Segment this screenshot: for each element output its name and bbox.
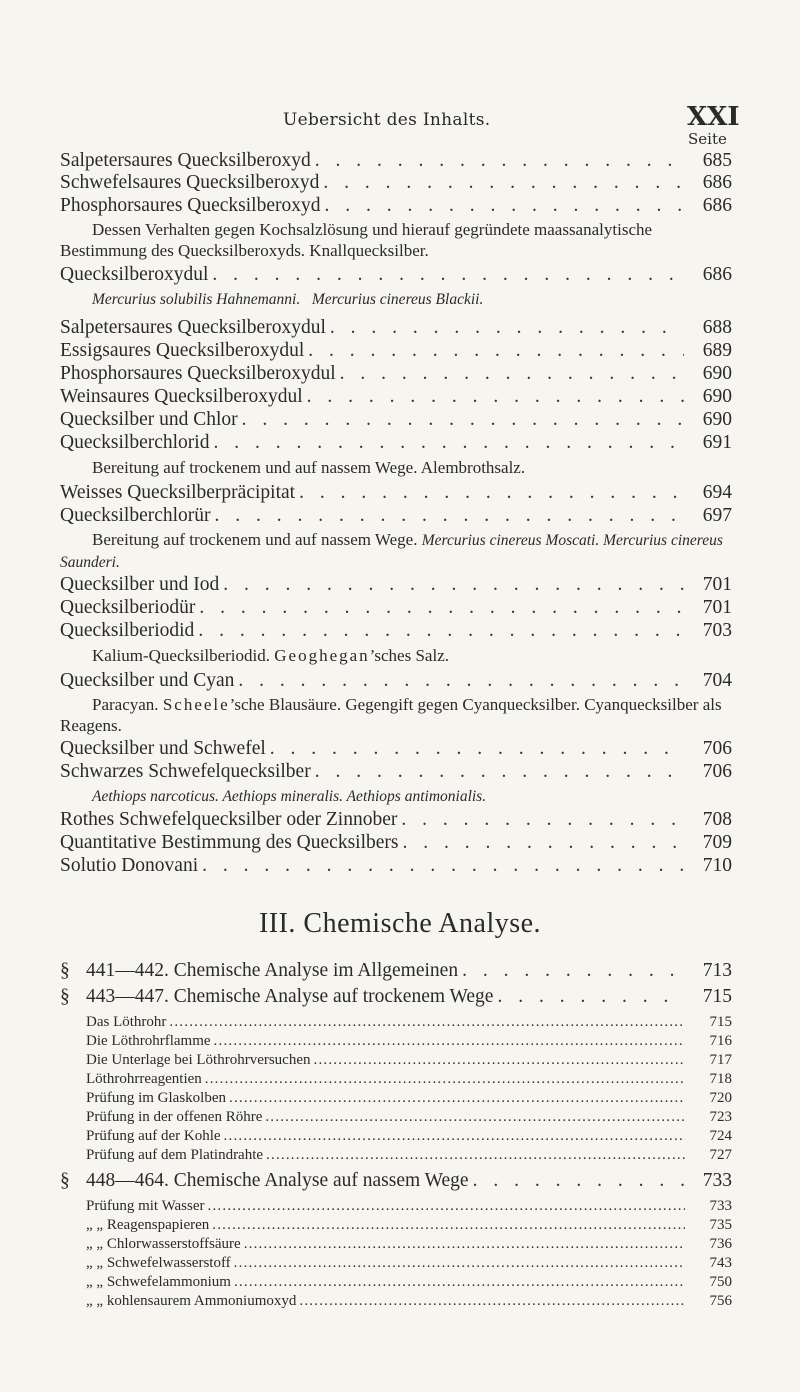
entry-page: 704: [702, 670, 732, 691]
entry-title: Prüfung in der offenen Röhre: [86, 1109, 263, 1125]
leader-dots: [330, 317, 684, 339]
leader-dots: [242, 409, 684, 431]
leader-dots: [223, 574, 684, 596]
toc-entry: [60, 597, 732, 619]
entry-title: Prüfung auf dem Platindrahte: [86, 1147, 264, 1163]
leader-dots: [308, 340, 684, 362]
leader-dots: [299, 1293, 685, 1310]
entry-page: 690: [702, 386, 732, 407]
toc-entry: [60, 150, 732, 172]
leader-dots: [224, 1128, 685, 1145]
leader-dots: [213, 432, 684, 454]
entry-title: 448—464. Chemische Analyse auf nassem Wege: [86, 1170, 469, 1191]
entry-title: Quecksilber und Iod: [60, 574, 220, 595]
entry-page: 713: [702, 960, 732, 981]
entry-title: Quecksilberoxydul: [60, 264, 209, 285]
note-part: Kalium-Quecksilberiodid.: [92, 646, 270, 665]
section-symbol: §: [60, 1170, 70, 1191]
entry-title: 443—447. Chemische Analyse auf trockenem Wege: [86, 986, 494, 1007]
toc-subentry: [86, 1128, 732, 1145]
section-heading: III. Chemische Analyse.: [258, 908, 542, 939]
entry-note: [60, 645, 732, 666]
entry-title: 441—442. Chemische Analyse im Allgemeinen: [86, 960, 459, 981]
page-header: [0, 100, 800, 140]
entry-title: Phosphorsaures Quecksilberoxyd: [60, 195, 321, 216]
note-part: Mercurius solubilis Hahnemanni.: [92, 291, 301, 308]
entry-page: 686: [702, 264, 732, 285]
note-part: ’sche Blausäure. Gegengift gegen Cyanquecksilber. Cyanquecksilber als Reagens.: [60, 695, 722, 735]
entry-page: 750: [709, 1274, 732, 1290]
note-part: Bereitung auf trockenem und auf nassem Wege.: [92, 530, 418, 549]
entry-page: 701: [702, 597, 732, 618]
note-part: Mercurius cinereus Moscati. Mercurius cinereus Saunderi.: [60, 532, 723, 571]
entry-note: [92, 289, 764, 310]
entry-note: Dessen Verhalten gegen Kochsalzlösung und hierauf gegründete maassanalytische Bestimmung des Quecksilberoxyds. Knallquecksilber.: [60, 220, 653, 260]
toc-subentry: [86, 1217, 732, 1234]
entry-note: Aethiops narcoticus. Aethiops mineralis. Aethiops antimonialis.: [92, 788, 487, 805]
leader-dots: [208, 1198, 685, 1215]
entry-title: Quecksilberiodür: [60, 597, 196, 618]
seite-label: Seite: [688, 130, 727, 148]
entry-page: 735: [709, 1217, 732, 1233]
leader-dots: [307, 386, 684, 408]
toc-subentry: [86, 1274, 732, 1291]
leader-dots: [401, 809, 684, 831]
toc-entry: [60, 195, 732, 217]
leader-dots: [266, 1147, 685, 1164]
entry-note: Bereitung auf trockenem und auf nassem Wege. Alembrothsalz.: [92, 458, 526, 477]
entry-title: Die Löthrohrflamme: [86, 1033, 211, 1049]
entry-title: Prüfung mit Wasser: [86, 1198, 205, 1214]
toc-entry: [60, 505, 732, 527]
toc-entry: [60, 340, 732, 362]
leader-dots: [315, 150, 684, 172]
entry-page: 697: [702, 505, 732, 526]
toc-subentry: [86, 1071, 732, 1088]
toc-subentry: [86, 1255, 732, 1272]
entry-title: Quantitative Bestimmung des Quecksilbers: [60, 832, 399, 853]
leader-dots: [234, 1255, 685, 1272]
toc-paragraph-entry: [60, 1170, 732, 1192]
entry-page: 723: [709, 1109, 732, 1125]
entry-title: „ „ Reagenspapieren: [86, 1217, 210, 1233]
entry-title: Essigsaures Quecksilberoxydul: [60, 340, 305, 361]
leader-dots: [212, 264, 684, 286]
entry-page: 717: [709, 1052, 732, 1068]
entry-page: 688: [702, 317, 732, 338]
toc-entry: [60, 409, 732, 431]
toc-entry: [60, 620, 732, 642]
leader-dots: [214, 1033, 685, 1050]
leader-dots: [169, 1014, 685, 1031]
entry-title: Quecksilberiodid: [60, 620, 195, 641]
leader-dots: [314, 1052, 686, 1069]
entry-title: „ „ Schwefelwasserstoff: [86, 1255, 231, 1271]
entry-page: 718: [709, 1071, 732, 1087]
entry-page: 736: [709, 1236, 732, 1252]
leader-dots: [265, 1109, 685, 1126]
entry-page: 691: [702, 432, 732, 453]
entry-page: 689: [702, 340, 732, 361]
toc-entry: [60, 670, 732, 692]
leader-dots: [340, 363, 684, 385]
entry-title: Löthrohrreagentien: [86, 1071, 202, 1087]
toc-entry: [60, 172, 732, 194]
person-name: Scheele: [162, 695, 230, 714]
entry-page: 733: [702, 1170, 732, 1191]
toc-subentry: [86, 1198, 732, 1215]
entry-title: Quecksilberchlorür: [60, 505, 211, 526]
toc-subentry: [86, 1014, 732, 1031]
entry-page: 709: [702, 832, 732, 853]
toc-entry: [60, 264, 732, 286]
toc-entry: [60, 317, 732, 339]
entry-title: Rothes Schwefelquecksilber oder Zinnober: [60, 809, 398, 830]
toc-entry: [60, 432, 732, 454]
entry-page: 690: [702, 409, 732, 430]
leader-dots: [199, 597, 684, 619]
toc-subentry: [86, 1147, 732, 1164]
leader-dots: [212, 1217, 685, 1234]
leader-dots: [462, 960, 684, 982]
entry-title: Prüfung im Glaskolben: [86, 1090, 226, 1106]
leader-dots: [299, 482, 684, 504]
toc-subentry: [86, 1052, 732, 1069]
toc-subentry: [86, 1236, 732, 1253]
toc-entry: [60, 832, 732, 854]
entry-page: 685: [702, 150, 732, 171]
entry-page: 686: [702, 172, 732, 193]
entry-title: „ „ kohlensaurem Ammoniumoxyd: [86, 1293, 297, 1309]
leader-dots: [473, 1170, 684, 1192]
entry-title: Weisses Quecksilberpräcipitat: [60, 482, 296, 503]
entry-title: Quecksilber und Chlor: [60, 409, 238, 430]
entry-title: Weinsaures Quecksilberoxydul: [60, 386, 303, 407]
entry-page: 727: [709, 1147, 732, 1163]
entry-page: 706: [702, 738, 732, 759]
entry-title: Die Unterlage bei Löthrohrversuchen: [86, 1052, 311, 1068]
toc-entry: [60, 738, 732, 760]
entry-page: 756: [709, 1293, 732, 1309]
running-title: Uebersicht des Inhalts.: [283, 110, 491, 130]
note-part: Mercurius cinereus Blackii.: [311, 291, 484, 308]
entry-title: Das Löthrohr: [86, 1014, 167, 1030]
leader-dots: [202, 855, 684, 877]
entry-title: Solutio Donovani: [60, 855, 199, 876]
entry-title: Quecksilber und Schwefel: [60, 738, 266, 759]
leader-dots: [323, 172, 684, 194]
entry-page: 690: [702, 363, 732, 384]
entry-title: Prüfung auf der Kohle: [86, 1128, 221, 1144]
entry-page: 706: [702, 761, 732, 782]
leader-dots: [270, 738, 684, 760]
toc-subentry: [86, 1109, 732, 1126]
entry-page: 724: [709, 1128, 732, 1144]
toc-entry: [60, 855, 732, 877]
entry-page: 701: [702, 574, 732, 595]
entry-page: 743: [709, 1255, 732, 1271]
leader-dots: [234, 1274, 685, 1291]
entry-title: Salpetersaures Quecksilberoxydul: [60, 317, 326, 338]
toc-entry: [60, 761, 732, 783]
entry-title: „ „ Chlorwasserstoffsäure: [86, 1236, 241, 1252]
leader-dots: [205, 1071, 685, 1088]
toc-entry: [60, 482, 732, 504]
entry-page: 686: [702, 195, 732, 216]
note-part: ’sches Salz.: [369, 646, 449, 665]
section-symbol: §: [60, 960, 70, 981]
entry-page: 703: [702, 620, 732, 641]
entry-note: [60, 694, 732, 736]
entry-title: Phosphorsaures Quecksilberoxydul: [60, 363, 336, 384]
section-symbol: §: [60, 986, 70, 1007]
leader-dots: [402, 832, 684, 854]
toc-entry: [60, 809, 732, 831]
leader-dots: [238, 670, 684, 692]
page-number: XXI: [687, 102, 740, 132]
leader-dots: [315, 761, 684, 783]
toc-subentry: [86, 1293, 732, 1310]
toc-entry: [60, 363, 732, 385]
entry-title: Schwarzes Schwefelquecksilber: [60, 761, 311, 782]
toc-entry: [60, 386, 732, 408]
toc-subentry: [86, 1033, 732, 1050]
toc-subentry: [86, 1090, 732, 1107]
entry-page: 710: [702, 855, 732, 876]
leader-dots: [198, 620, 684, 642]
entry-page: 733: [709, 1198, 732, 1214]
toc-paragraph-entry: [60, 986, 732, 1008]
leader-dots: [244, 1236, 685, 1253]
toc-paragraph-entry: [60, 960, 732, 982]
leader-dots: [229, 1090, 685, 1107]
leader-dots: [215, 505, 684, 527]
entry-title: Quecksilberchlorid: [60, 432, 210, 453]
entry-title: Quecksilber und Cyan: [60, 670, 235, 691]
entry-page: 708: [702, 809, 732, 830]
toc-entry: [60, 574, 732, 596]
entry-page: 715: [709, 1014, 732, 1030]
entry-title: Schwefelsaures Quecksilberoxyd: [60, 172, 320, 193]
person-name: Geoghegan: [274, 646, 370, 665]
entry-note: [60, 529, 732, 573]
leader-dots: [325, 195, 685, 217]
entry-page: 716: [709, 1033, 732, 1049]
entry-page: 715: [702, 986, 732, 1007]
entry-page: 720: [709, 1090, 732, 1106]
entry-title: Salpetersaures Quecksilberoxyd: [60, 150, 311, 171]
leader-dots: [497, 986, 684, 1008]
entry-page: 694: [702, 482, 732, 503]
entry-title: „ „ Schwefelammonium: [86, 1274, 231, 1290]
note-part: Paracyan.: [92, 695, 159, 714]
